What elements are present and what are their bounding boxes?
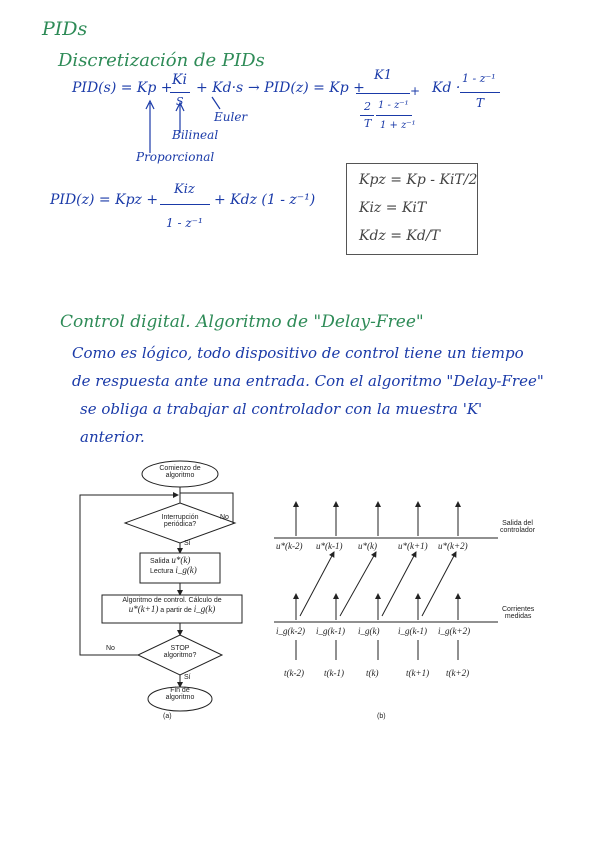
eq1-den-2: 2 [364, 100, 371, 113]
eq2-rhs: + Kdz (1 - z⁻¹) [214, 192, 316, 208]
output-sample-label: u*(k) [358, 541, 377, 551]
section-subtitle: Discretización de PIDs [58, 50, 265, 71]
box-line-kdz: Kdz = Kd/T [359, 228, 440, 244]
page-title: PIDs [42, 18, 88, 40]
flow-end-text: Fin de algoritmo [165, 687, 195, 701]
time-label: t(k) [366, 668, 379, 678]
time-label: t(k+2) [446, 668, 470, 678]
input-sample-label: i_g(k+2) [438, 626, 471, 636]
eq2-fraction-line [160, 204, 210, 205]
eq1-k1-fraction-line [356, 93, 410, 94]
eq1-den-num: 1 - z⁻¹ [378, 100, 409, 111]
eq1-ki-fraction-line [170, 92, 190, 93]
flow-si2-label: Sí [184, 674, 191, 681]
eq1-arrow-part: → PID(z) = Kp + [248, 80, 365, 96]
eq1-kd-fraction-line [460, 92, 500, 93]
annotation-proporcional: Proporcional [136, 150, 215, 164]
flow-process-text: Algoritmo de control. Cálculo de u*(k+1) a partir de i_g(k) [122, 597, 222, 614]
flow-si1-label: Sí [184, 540, 191, 547]
flow-caption: (a) [163, 713, 172, 720]
input-sample-label: i_g(k) [358, 626, 380, 636]
eq1-s: S [176, 95, 184, 108]
input-sample-label: i_g(k-1) [316, 626, 345, 636]
paragraph-line: se obliga a trabajar al controlador con la muestra 'K' [80, 400, 483, 418]
time-label: t(k+1) [406, 668, 430, 678]
eq1-lhs: PID(s) = Kp + [72, 80, 173, 96]
constants-box [346, 163, 478, 255]
timing-label-output: Salida del controlador [500, 520, 536, 534]
delay-free-arrow [340, 552, 376, 616]
input-sample-label: i_g(k-2) [276, 626, 305, 636]
paragraph-line: Como es lógico, todo dispositivo de control tiene un tiempo [72, 344, 524, 362]
box-line-kpz: Kpz = Kp - KiT/2 [359, 172, 478, 188]
section-title: Control digital. Algoritmo de "Delay-Free" [60, 312, 424, 332]
delay-free-arrow [300, 552, 334, 616]
eq1-den-inner-line [376, 115, 412, 116]
output-sample-label: u*(k-2) [276, 541, 303, 551]
flow-no1-label: No [220, 514, 229, 521]
eq1-kds: + Kd·s [196, 80, 244, 96]
output-sample-label: u*(k+1) [398, 541, 428, 551]
flow-no2-label: No [106, 645, 115, 652]
eq2-lhs: PID(z) = Kpz + [50, 192, 159, 208]
eq2-num: Kiz [174, 182, 195, 197]
eq1-kd-den: T [476, 96, 485, 110]
output-sample-label: u*(k-1) [316, 541, 343, 551]
input-sample-label: i_g(k-1) [398, 626, 427, 636]
time-label: t(k-2) [284, 668, 304, 678]
annotation-euler: Euler [214, 110, 248, 124]
eq1-k1: K1 [374, 68, 392, 83]
eq1-kd: Kd · [432, 80, 461, 96]
eq1-den-2-line [360, 115, 374, 116]
annotation-bilineal: Bilineal [172, 128, 219, 142]
eq1-kd-num: 1 - z⁻¹ [462, 72, 496, 85]
eq1-ki: Ki [172, 72, 187, 88]
delay-free-arrow [422, 552, 456, 616]
output-sample-label: u*(k+2) [438, 541, 468, 551]
paragraph-line: de respuesta ante una entrada. Con el algoritmo "Delay-Free" [72, 372, 544, 390]
timing-caption: (b) [377, 713, 386, 720]
eq1-den-T: T [364, 117, 372, 130]
eq2-den: 1 - z⁻¹ [166, 216, 203, 230]
paragraph-line: anterior. [80, 428, 145, 446]
delay-free-arrow [382, 552, 416, 616]
box-line-kiz: Kiz = KiT [359, 200, 427, 216]
flow-io-text: Salida u*(k) Lectura i_g(k) [150, 555, 197, 575]
timing-label-input: Corrientes medidas [502, 606, 535, 620]
flow-start-text: Comienzo de algoritmo [159, 465, 201, 479]
flow-decision2-text: STOP algoritmo? [163, 645, 197, 659]
time-label: t(k-1) [324, 668, 344, 678]
flow-decision1-text: Interrupción periódica? [161, 514, 199, 528]
eq1-plus: + [410, 84, 421, 98]
eq1-den-den: 1 + z⁻¹ [380, 120, 416, 131]
